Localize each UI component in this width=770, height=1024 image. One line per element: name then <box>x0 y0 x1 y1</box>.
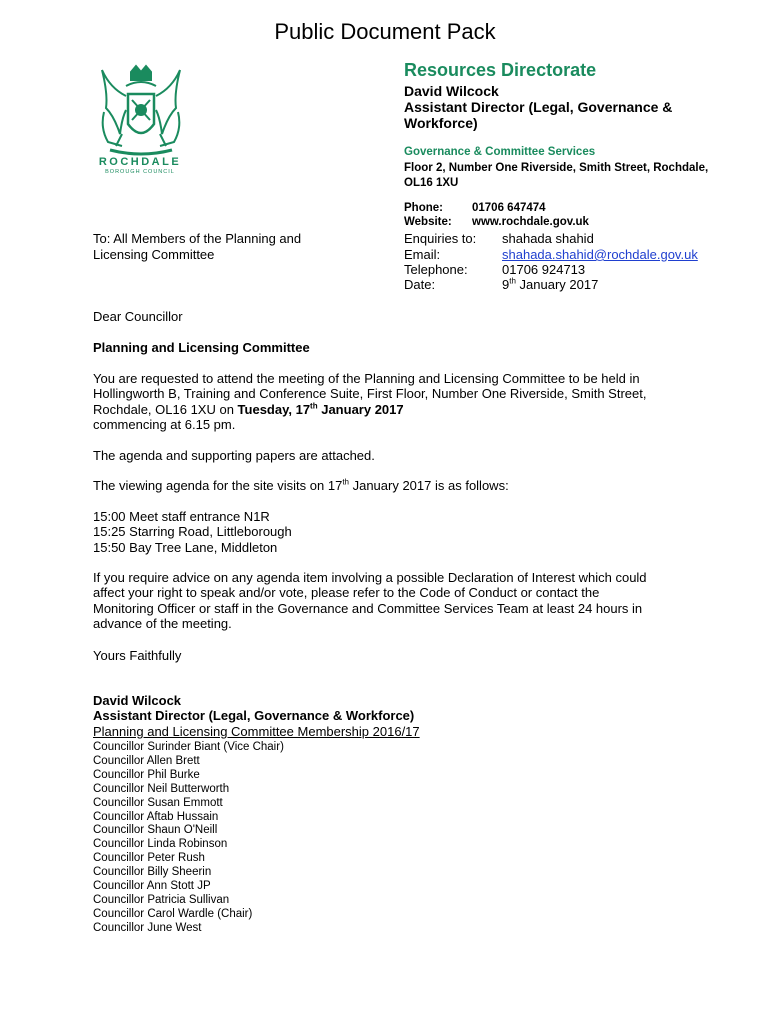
closing: Yours Faithfully <box>93 648 182 663</box>
department-name: Governance & Committee Services <box>404 146 596 158</box>
interest-paragraph: If you require advice on any agenda item involving a possible Declaration of Interest which could affect your right to speak and/or vote, please refer to the Code of Conduct or contact the Monitoring Officer or staff in the Governance and Committee Services Team at least 24 hours in advance of the meeting. <box>93 570 647 631</box>
document-pack-title: Public Document Pack <box>274 19 496 44</box>
date-rest: January 2017 <box>515 277 599 292</box>
date-label: Date: <box>404 277 436 292</box>
member-list-item: Councillor Surinder Biant (Vice Chair) <box>93 741 284 753</box>
enquiries-value: shahada shahid <box>502 231 594 246</box>
director-name: David Wilcock <box>404 83 499 99</box>
council-name: ROCHDALE <box>98 156 182 168</box>
para1-month: January 2017 <box>317 401 404 417</box>
date-row <box>404 277 598 292</box>
member-list-item: Councillor Billy Sheerin <box>93 866 212 879</box>
council-subtitle: BOROUGH COUNCIL <box>105 169 175 175</box>
email-link[interactable]: shahada.shahid@rochdale.gov.uk <box>502 247 698 262</box>
site-visits-list <box>93 509 693 555</box>
para3-suffix: th <box>342 477 349 487</box>
member-list-item: Councillor Neil Butterworth <box>93 782 230 795</box>
member-list-item: Councillor Phil Burke <box>93 768 200 781</box>
date-suffix: th <box>509 276 516 286</box>
viewing-paragraph <box>93 478 693 493</box>
member-list-item: Councillor Linda Robinson <box>93 838 228 851</box>
member-list-item: Councillor Susan Emmott <box>93 796 223 809</box>
telephone-label: Telephone: <box>404 262 468 277</box>
website-row <box>404 216 589 228</box>
para1-end: commencing at 6.15 pm. <box>93 416 236 432</box>
telephone-value: 01706 924713 <box>502 262 586 277</box>
phone-row <box>404 202 546 214</box>
member-list-item: Councillor June West <box>93 921 202 934</box>
site-visit-item: 15:50 Bay Tree Lane, Middleton <box>93 539 278 555</box>
email-label: Email: <box>404 247 441 262</box>
salutation: Dear Councillor <box>93 309 183 324</box>
site-visit-item: 15:25 Starring Road, Littleborough <box>93 524 292 540</box>
sender-address: Floor 2, Number One Riverside, Smith Street, Rochdale, OL16 1XU <box>404 162 709 189</box>
para1-day-suffix: th <box>310 401 318 411</box>
member-list-item: Councillor Patricia Sullivan <box>93 893 230 906</box>
meeting-paragraph <box>93 371 663 432</box>
member-list-item: Councillor Carol Wardle (Chair) <box>93 907 253 920</box>
para1-day: Tuesday, 17 <box>237 401 311 417</box>
email-row <box>404 247 698 262</box>
para3-end: January 2017 is as follows: <box>348 478 509 493</box>
website-label: Website: <box>404 216 452 228</box>
phone-value: 01706 647474 <box>472 202 546 214</box>
directorate-title: Resources Directorate <box>404 60 597 80</box>
agenda-paragraph: The agenda and supporting papers are attached. <box>93 448 375 463</box>
membership-heading: Planning and Licensing Committee Membership 2016/17 <box>93 724 420 739</box>
site-visit-item: 15:00 Meet staff entrance N1R <box>93 509 270 524</box>
enquiries-row <box>404 231 594 246</box>
date-day: 9 <box>502 277 510 292</box>
member-list-item: Councillor Ann Stott JP <box>93 880 211 892</box>
recipient-address: To: All Members of the Planning and Licensing Committee <box>93 231 302 262</box>
member-list-item: Councillor Allen Brett <box>93 754 200 767</box>
phone-label: Phone: <box>404 202 443 214</box>
letter-subject: Planning and Licensing Committee <box>93 340 310 355</box>
signature-name: David Wilcock <box>93 693 182 708</box>
para1-start: You are requested to attend the meeting of the Planning and Licensing Committee to be held in Hollingworth B, Training and Conference Suite, First Floor, Number One Riverside, Smith Street, Rochdale, OL16 1XU on <box>93 371 647 417</box>
telephone-row <box>404 262 585 277</box>
website-link[interactable]: www.rochdale.gov.uk <box>472 216 589 228</box>
signature-role: Assistant Director (Legal, Governance & Workforce) <box>93 708 415 723</box>
enquiries-label: Enquiries to: <box>404 231 477 246</box>
member-list-item: Councillor Aftab Hussain <box>93 810 219 823</box>
para3-start: The viewing agenda for the site visits on 17 <box>93 478 343 493</box>
director-role: Assistant Director (Legal, Governance & Workforce) <box>404 99 673 131</box>
member-list-item: Councillor Peter Rush <box>93 852 205 865</box>
member-list-item: Councillor Shaun O'Neill <box>93 824 218 837</box>
